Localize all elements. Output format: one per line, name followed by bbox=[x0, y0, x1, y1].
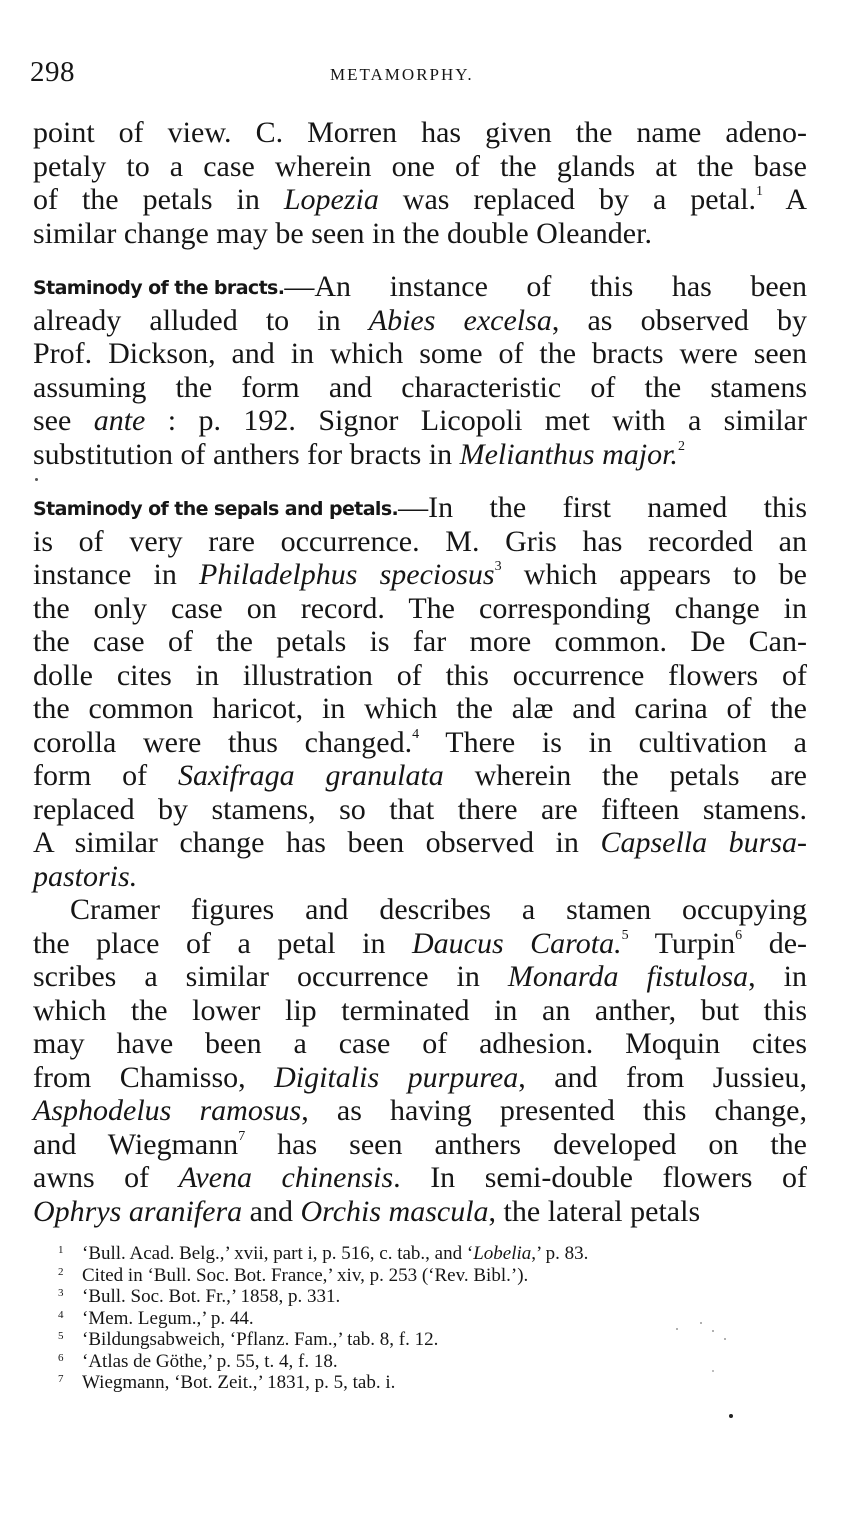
footnote bbox=[58, 1240, 818, 1262]
text-run: ‘Atlas de Göthe,’ p. 55, t. 4, f. 18. bbox=[82, 1350, 338, 1372]
italic-text: Monarda fistulosa bbox=[507, 960, 749, 993]
text-line bbox=[33, 525, 807, 559]
text-line bbox=[33, 183, 807, 217]
text-run: de- bbox=[742, 926, 807, 960]
footnote bbox=[58, 1348, 818, 1370]
text-line bbox=[33, 438, 807, 472]
text-run: is of very rare occurrence. M. Gris has recorded an bbox=[33, 524, 807, 558]
text-line bbox=[33, 1128, 807, 1162]
italic-text: pastoris. bbox=[33, 859, 138, 893]
text-line bbox=[33, 1195, 807, 1229]
text-run: , as observed by bbox=[551, 303, 808, 337]
text-line bbox=[33, 1161, 807, 1195]
text-run: , in bbox=[748, 960, 808, 993]
text-run: Cramer figures and describes a stamen occupying bbox=[70, 893, 807, 926]
italic-text: Orchis mascula bbox=[300, 1194, 489, 1228]
text-run: A bbox=[763, 183, 808, 216]
text-line bbox=[33, 491, 807, 525]
text-line bbox=[33, 692, 807, 726]
text-run: . In semi-double flowers of bbox=[393, 1161, 807, 1194]
footnote-marker: 4 bbox=[58, 1308, 64, 1321]
scan-speck bbox=[724, 1338, 726, 1340]
text-run: of the petals in bbox=[33, 183, 284, 216]
text-run: ‘Bull. Acad. Belg.,’ xvii, part i, p. 516, c. tab., and ‘ bbox=[82, 1243, 474, 1264]
italic-text: Lopezia bbox=[283, 183, 379, 216]
text-line bbox=[33, 150, 807, 184]
text-line bbox=[33, 726, 807, 760]
text-run: Prof. Dickson, and in which some of the bracts were seen bbox=[33, 337, 807, 370]
text-run: : p. 192. Signor Licopoli met with a similar bbox=[145, 404, 807, 437]
text-run: substitution of anthers for bracts in bbox=[33, 437, 460, 471]
text-run: There is in cultivation a bbox=[419, 725, 807, 759]
text-line bbox=[33, 659, 807, 693]
footnote bbox=[58, 1326, 818, 1348]
body-text bbox=[33, 116, 807, 1228]
text-line bbox=[33, 960, 807, 994]
text-run: —In the first named this bbox=[398, 491, 807, 524]
text-run: the common haricot, in which the alæ and carina of the bbox=[33, 692, 807, 725]
text-line bbox=[33, 927, 807, 961]
text-run: and Wiegmann bbox=[33, 1127, 239, 1161]
text-run: and bbox=[242, 1194, 301, 1228]
text-run: Turpin bbox=[628, 926, 736, 960]
footnotes bbox=[58, 1240, 818, 1391]
scan-speck bbox=[35, 478, 38, 481]
scan-speck bbox=[700, 1322, 702, 1324]
text-line bbox=[33, 826, 807, 860]
page-header bbox=[30, 56, 806, 96]
text-run: awns of bbox=[33, 1161, 179, 1194]
text-line bbox=[33, 1094, 807, 1128]
text-run: instance in bbox=[33, 558, 200, 591]
text-line bbox=[33, 217, 807, 251]
text-line bbox=[33, 1061, 807, 1095]
text-run: the case of the petals is far more common. De Can- bbox=[33, 625, 807, 658]
italic-text: Saxifraga granulata bbox=[177, 759, 444, 792]
footnote-reference: 4 bbox=[412, 726, 420, 742]
text-run: Cited in ‘Bull. Soc. Bot. France,’ xiv, p. 253 (‘Rev. Bibl.’). bbox=[82, 1264, 529, 1286]
section-side-heading: Staminody of the sepals and petals. bbox=[33, 498, 399, 520]
italic-text: Digitalis purpurea bbox=[274, 1060, 519, 1094]
footnote-reference: 2 bbox=[677, 438, 685, 454]
text-run: see bbox=[33, 404, 94, 437]
text-line bbox=[33, 371, 807, 405]
italic-text: Capsella bursa- bbox=[600, 826, 808, 859]
text-line bbox=[33, 1027, 807, 1061]
scan-speck bbox=[676, 1328, 678, 1330]
text-run: ‘Bull. Soc. Bot. Fr.,’ 1858, p. 331. bbox=[82, 1286, 341, 1307]
text-run: may have been a case of adhesion. Moquin cites bbox=[33, 1027, 807, 1060]
text-run: form of bbox=[33, 759, 178, 792]
text-run: the place of a petal in bbox=[33, 926, 412, 960]
text-line bbox=[33, 558, 807, 592]
text-run: has seen anthers developed on the bbox=[245, 1127, 807, 1161]
text-line bbox=[33, 893, 807, 927]
text-line bbox=[33, 759, 807, 793]
scan-speck bbox=[729, 1414, 733, 1418]
section-side-heading: Staminody of the bracts. bbox=[33, 277, 285, 299]
footnote bbox=[58, 1262, 818, 1284]
italic-text: Philadelphus speciosus bbox=[199, 558, 495, 591]
footnote bbox=[58, 1369, 818, 1391]
text-run: —An instance of this has been bbox=[284, 270, 807, 303]
italic-text: Melianthus major. bbox=[459, 437, 678, 471]
text-run: point of view. C. Morren has given the name adeno- bbox=[33, 116, 807, 149]
text-run: , and from Jussieu, bbox=[518, 1060, 807, 1094]
text-run: Wiegmann, ‘Bot. Zeit.,’ 1831, p. 5, tab. i. bbox=[82, 1372, 396, 1393]
page-number: 298 bbox=[30, 56, 75, 88]
text-run: was replaced by a petal. bbox=[378, 183, 757, 216]
italic-text: Avena chinensis bbox=[178, 1161, 394, 1194]
text-run: which appears to be bbox=[501, 558, 807, 591]
footnote bbox=[58, 1305, 818, 1327]
text-run: ‘Bildungsabweich, ‘Pflanz. Fam.,’ tab. 8, f. 12. bbox=[82, 1329, 439, 1350]
footnote bbox=[58, 1283, 818, 1305]
footnote-marker: 2 bbox=[58, 1265, 64, 1278]
italic-text: ante bbox=[93, 404, 146, 437]
text-run: petaly to a case wherein one of the glands at the base bbox=[33, 149, 807, 183]
text-run: scribes a similar occurrence in bbox=[33, 960, 508, 993]
text-line bbox=[33, 304, 807, 338]
text-line bbox=[33, 994, 807, 1028]
text-run: replaced by stamens, so that there are fifteen stamens. bbox=[33, 792, 807, 826]
running-title: METAMORPHY. bbox=[330, 65, 474, 84]
footnote-marker: 3 bbox=[58, 1287, 64, 1299]
footnote-reference: 5 bbox=[621, 927, 629, 943]
italic-text: Lobelia bbox=[473, 1243, 532, 1264]
text-run: the only case on record. The corresponding change in bbox=[33, 591, 807, 625]
text-run: , the lateral petals bbox=[488, 1194, 701, 1228]
text-run: ‘Mem. Legum.,’ p. 44. bbox=[82, 1307, 254, 1329]
footnote-marker: 1 bbox=[58, 1244, 64, 1256]
text-line bbox=[33, 860, 807, 894]
text-line bbox=[33, 116, 807, 150]
italic-text: Ophrys aranifera bbox=[33, 1194, 243, 1228]
text-run: already alluded to in bbox=[33, 303, 369, 337]
text-run: from Chamisso, bbox=[33, 1060, 275, 1094]
footnote-reference: 7 bbox=[238, 1128, 246, 1144]
text-line bbox=[33, 270, 807, 304]
text-run: ,’ p. 83. bbox=[531, 1243, 589, 1264]
text-line bbox=[33, 793, 807, 827]
footnote-marker: 5 bbox=[58, 1330, 64, 1342]
italic-text: Abies excelsa bbox=[368, 303, 552, 337]
italic-text: Daucus Carota. bbox=[412, 926, 622, 960]
scan-speck bbox=[712, 1330, 714, 1332]
italic-text: Asphodelus ramosus bbox=[33, 1094, 302, 1127]
text-run: similar change may be seen in the double Oleander. bbox=[33, 216, 652, 250]
text-run: which the lower lip terminated in an anther, but this bbox=[33, 993, 807, 1027]
text-run: A similar change has been observed in bbox=[33, 826, 601, 859]
text-run: corolla were thus changed. bbox=[33, 725, 413, 759]
text-line bbox=[33, 625, 807, 659]
text-run: assuming the form and characteristic of the stamens bbox=[33, 370, 807, 404]
text-run: dolle cites in illustration of this occurrence flowers of bbox=[33, 658, 807, 692]
footnote-marker: 6 bbox=[58, 1351, 64, 1364]
footnote-reference: 1 bbox=[756, 184, 764, 199]
footnote-marker: 7 bbox=[58, 1373, 64, 1385]
footnote-reference: 6 bbox=[735, 927, 743, 943]
scan-speck bbox=[712, 1370, 714, 1372]
text-line bbox=[33, 404, 807, 438]
text-line bbox=[33, 337, 807, 371]
footnote-reference: 3 bbox=[494, 559, 502, 574]
text-run: wherein the petals are bbox=[443, 759, 807, 792]
text-line bbox=[33, 592, 807, 626]
text-run: , as having presented this change, bbox=[301, 1094, 807, 1127]
